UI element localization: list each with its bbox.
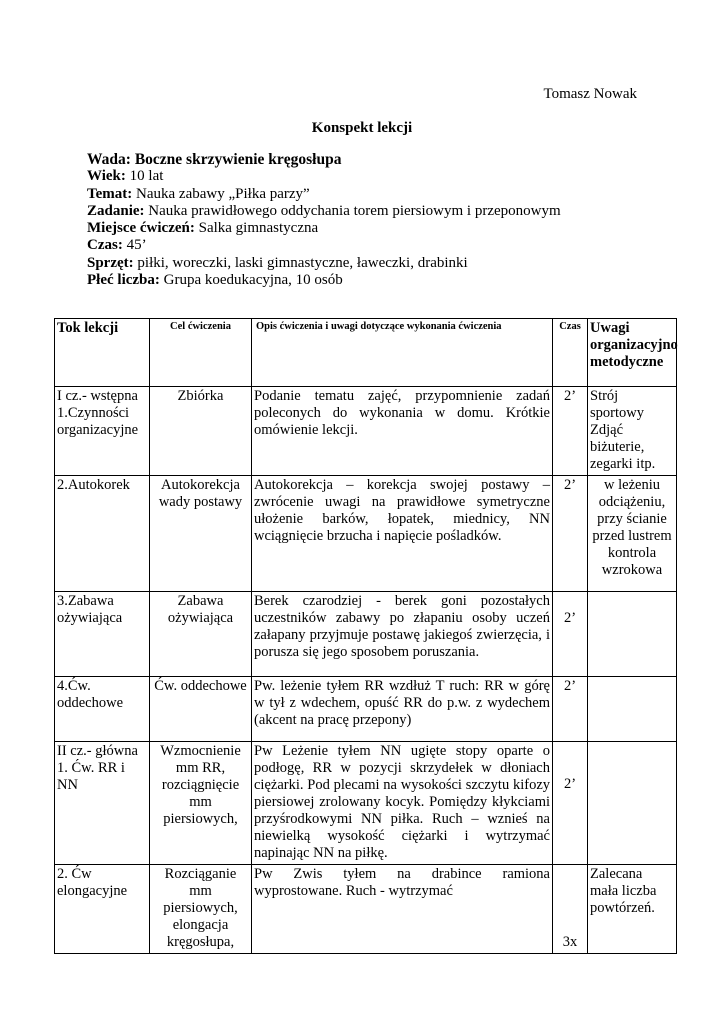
info-age: [87, 168, 647, 185]
cell-tok: II cz.- główna 1. Ćw. RR i NN: [55, 742, 150, 865]
header-czas: Czas: [553, 319, 588, 387]
cell-czas: 2’: [553, 592, 588, 677]
table-row: [55, 677, 677, 742]
cell-uwagi: Strój sportowy Zdjąć biżuterie, zegarki itp.: [588, 387, 677, 476]
cell-opis: Autokorekcja – korekcja swojej postawy – zwrócenie uwagi na prawidłowe symetryczne ułożenie barków, łopatek, miednicy, NN wciągnięcie brzucha i napięcie pośladków.: [252, 476, 553, 592]
table-row: [55, 476, 677, 592]
info-label: Płeć liczba:: [87, 272, 160, 289]
info-time: [87, 237, 647, 254]
info-value: 45’: [126, 237, 147, 254]
info-equipment: [87, 255, 647, 272]
table-row: [55, 742, 677, 865]
cell-cel: Zabawa ożywiająca: [150, 592, 252, 677]
info-value: 10 lat: [129, 168, 164, 185]
header-cel: Cel ćwiczenia: [150, 319, 252, 387]
cell-uwagi: [588, 742, 677, 865]
info-label: Temat:: [87, 185, 133, 202]
info-group: [87, 272, 647, 289]
table-header-row: [55, 319, 677, 387]
info-label: Sprzęt:: [87, 254, 134, 271]
cell-uwagi: w leżeniu odciążeniu, przy ścianie przed lustrem kontrola wzrokowa: [588, 476, 677, 592]
info-topic: [87, 186, 647, 203]
info-label: Czas:: [87, 237, 123, 254]
cell-uwagi: [588, 592, 677, 677]
cell-cel: Wzmocnienie mm RR, rozciągnięcie mm piersiowych,: [150, 742, 252, 865]
info-defect: [87, 151, 647, 168]
cell-czas: 3x: [553, 865, 588, 954]
cell-opis: Berek czarodziej - berek goni pozostałych uczestników zabawy po złapaniu osoby uczeń załapany przyjmuje postawę jakiegoś zwierzęcia, i porusza się jego sposobem poruszania.: [252, 592, 553, 677]
table-row: [55, 592, 677, 677]
cell-czas: 2’: [553, 742, 588, 865]
info-value: Grupa koedukacyjna, 10 osób: [163, 272, 343, 289]
cell-cel: Rozciąganie mm piersiowych, elongacja kręgosłupa,: [150, 865, 252, 954]
cell-czas: 2’: [553, 677, 588, 742]
cell-tok: 3.Zabawa ożywiająca: [55, 592, 150, 677]
cell-tok: 2.Autokorek: [55, 476, 150, 592]
lesson-plan-table: [54, 318, 677, 954]
document-title: Konspekt lekcji: [311, 120, 413, 136]
cell-uwagi: Zalecana mała liczba powtórzeń.: [588, 865, 677, 954]
lesson-info: [87, 151, 647, 289]
info-label: Wada:: [87, 151, 131, 168]
cell-tok: 2. Ćw elongacyjne: [55, 865, 150, 954]
author-name: Tomasz Nowak: [543, 86, 637, 102]
cell-czas: 2’: [553, 476, 588, 592]
cell-tok: I cz.- wstępna 1.Czynności organizacyjne: [55, 387, 150, 476]
info-label: Wiek:: [87, 168, 126, 185]
info-task: [87, 203, 647, 220]
table-row: [55, 865, 677, 954]
info-value: Nauka prawidłowego oddychania torem piersiowym i przeponowym: [148, 202, 561, 219]
cell-cel: Autokorekcja wady postawy: [150, 476, 252, 592]
info-label: Zadanie:: [87, 202, 145, 219]
info-label: Miejsce ćwiczeń:: [87, 220, 195, 237]
cell-opis: Pw Leżenie tyłem NN ugięte stopy oparte o podłogę, RR w pozycji skrzydełek w dłoniach ciężarki. Pod plecami na wysokości szczytu kifozy piersiowej zrolowany kocyk. Pomiędzy kłykciami przyśrodkowymi NN piłka. Ruch – wznieś na niewielką wysokość ciężarki i wytrzymać napinając NN na piłkę.: [252, 742, 553, 865]
cell-czas: 2’: [553, 387, 588, 476]
info-value: Nauka zabawy „Piłka parzy”: [136, 185, 310, 202]
info-place: [87, 220, 647, 237]
header-opis: Opis ćwiczenia i uwagi dotyczące wykonania ćwiczenia: [252, 319, 553, 387]
cell-opis: Pw Zwis tyłem na drabince ramiona wyprostowane. Ruch - wytrzymać: [252, 865, 553, 954]
cell-opis: Podanie tematu zajęć, przypomnienie zadań poleconych do wykonania w domu. Krótkie omówienie lekcji.: [252, 387, 553, 476]
header-tok: Tok lekcji: [55, 319, 150, 387]
table-row: [55, 387, 677, 476]
cell-uwagi: [588, 677, 677, 742]
header-uwagi: Uwagi organizacyjno metodyczne: [588, 319, 677, 387]
info-value: Salka gimnastyczna: [198, 220, 319, 237]
cell-opis: Pw. leżenie tyłem RR wzdłuż T ruch: RR w górę w tył z wdechem, opuść RR do p.w. z wydechem (akcent na pracę przepony): [252, 677, 553, 742]
info-value: piłki, woreczki, laski gimnastyczne, ławeczki, drabinki: [137, 254, 468, 271]
cell-tok: 4.Ćw. oddechowe: [55, 677, 150, 742]
info-value: Boczne skrzywienie kręgosłupa: [134, 151, 342, 168]
cell-cel: Zbiórka: [150, 387, 252, 476]
cell-cel: Ćw. oddechowe: [150, 677, 252, 742]
